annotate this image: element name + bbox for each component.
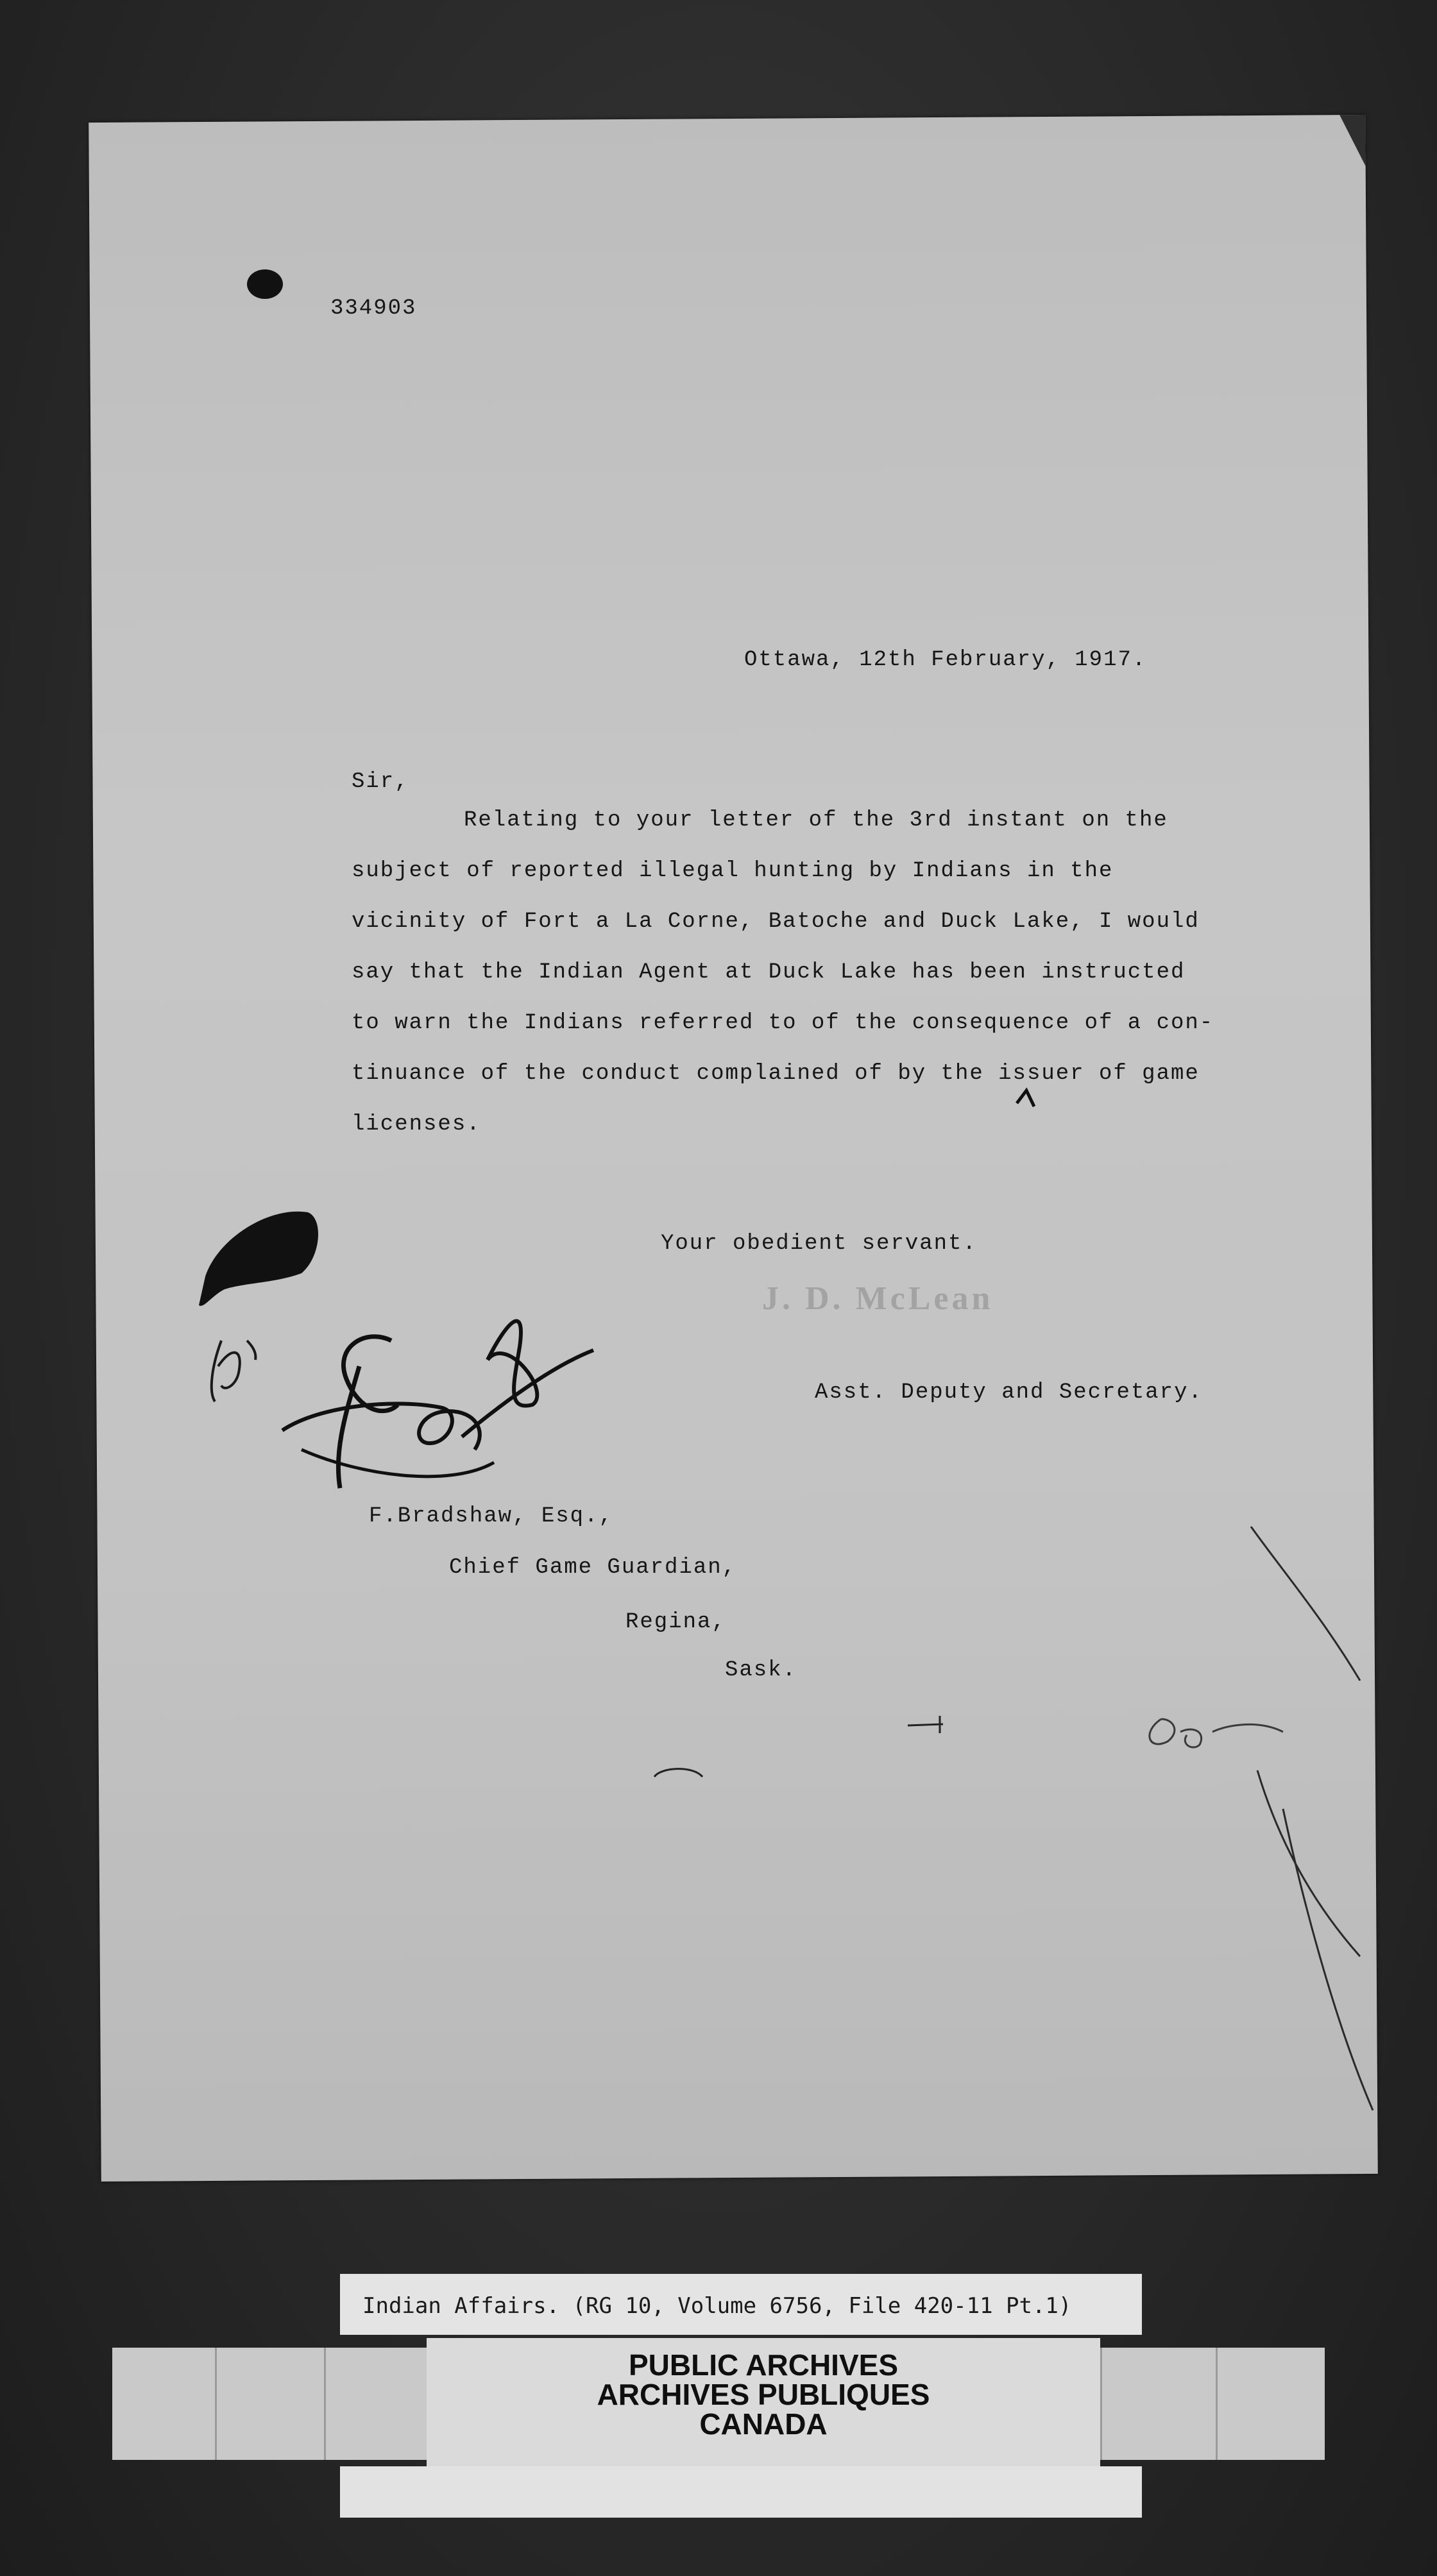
blank-label: [340, 2466, 1142, 2518]
body-line: say that the Indian Agent at Duck Lake has been instructed: [352, 960, 1186, 985]
archives-stamp-line: PUBLIC ARCHIVES: [629, 2348, 898, 2382]
strip-divider: [324, 2348, 326, 2460]
pencil-initials: [1150, 1719, 1283, 1747]
pencil-mark: [1257, 1770, 1360, 1956]
recipient-province: Sask.: [725, 1658, 797, 1682]
signatory-title: Asst. Deputy and Secretary.: [815, 1380, 1203, 1405]
archive-reference: Indian Affairs. (RG 10, Volume 6756, File 420-11 Pt.1): [362, 2293, 1072, 2319]
stamped-name: J. D. McLean: [762, 1280, 994, 1317]
closing-line: Your obedient servant.: [661, 1232, 977, 1256]
body-line: vicinity of Fort a La Corne, Batoche and Duck Lake, I would: [352, 910, 1200, 934]
handwritten-note: [212, 1341, 256, 1402]
body-line: tinuance of the conduct complained of by the issuer of game: [352, 1062, 1200, 1086]
archives-stamp-line: CANADA: [699, 2407, 828, 2441]
pencil-mark: [908, 1716, 943, 1733]
body-line: subject of reported illegal hunting by Indians in the: [352, 859, 1114, 883]
signature: [282, 1321, 593, 1488]
body-line: Relating to your letter of the 3rd instant on the: [464, 808, 1168, 833]
body-line: to warn the Indians referred to of the consequence of a con-: [352, 1011, 1214, 1035]
pencil-mark: [654, 1769, 702, 1777]
date-line: Ottawa, 12th February, 1917.: [744, 648, 1147, 672]
archives-stamp-line: ARCHIVES PUBLIQUES: [597, 2378, 930, 2411]
archives-stamp: [427, 2350, 1100, 2439]
pencil-mark: [1251, 1527, 1360, 1681]
file-number: 334903: [330, 296, 417, 321]
recipient-title: Chief Game Guardian,: [449, 1555, 737, 1580]
pencil-mark: [1283, 1809, 1373, 2110]
ink-mark: [1017, 1090, 1034, 1106]
recipient-city: Regina,: [625, 1610, 726, 1634]
strip-divider: [1100, 2348, 1102, 2460]
ink-blot: [199, 1212, 318, 1306]
strip-divider: [215, 2348, 217, 2460]
body-line: licenses.: [352, 1112, 481, 1137]
salutation: Sir,: [352, 770, 409, 794]
strip-divider: [1216, 2348, 1218, 2460]
recipient-name: F.Bradshaw, Esq.,: [369, 1504, 613, 1529]
